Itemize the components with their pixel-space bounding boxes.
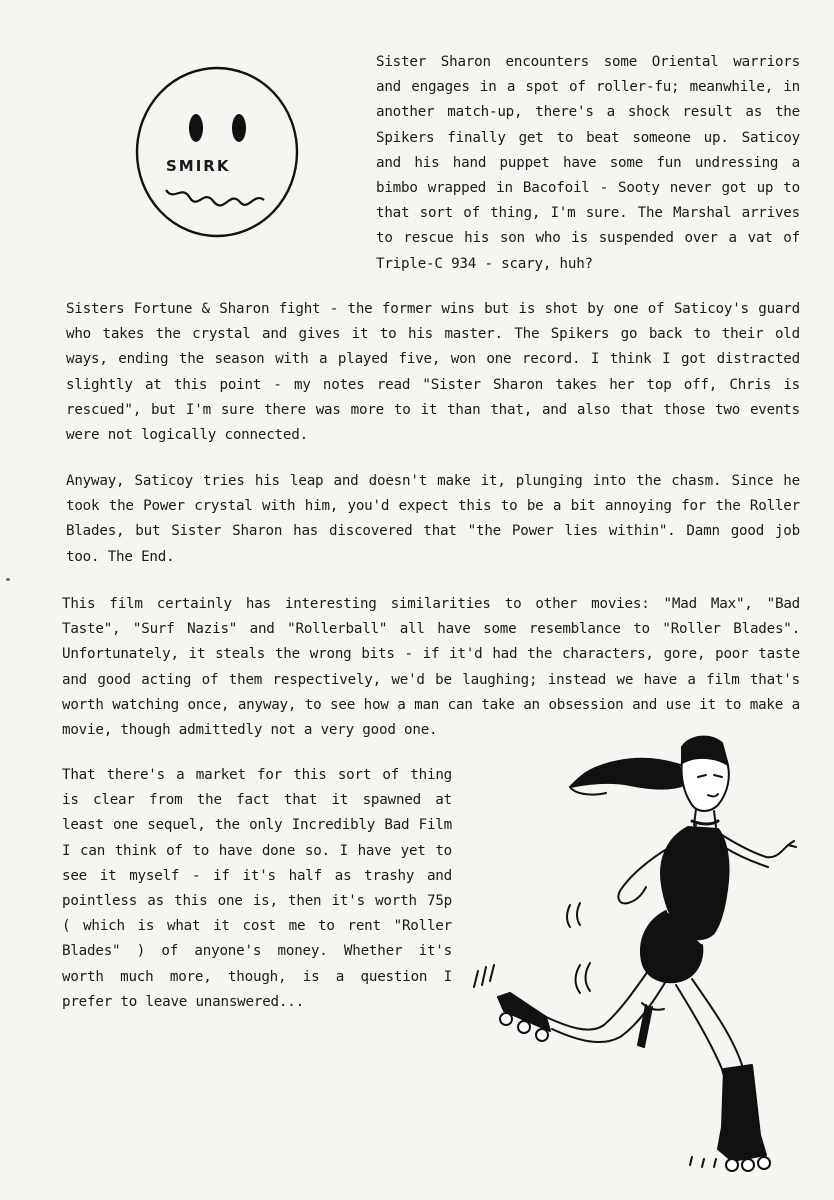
paragraph-2: Sisters Fortune & Sharon fight - the former wins but is shot by one of Saticoy's guard who takes the crystal and gives it to his master. The Spikers go back to their old ways, ending the season with a played five, won one record. I think I got distracted slightly at this point - my notes read "Sister Sharon takes her top off, Chris is rescued", but I'm sure there was more to it than that, and also that those two events were not logically connected. — [66, 301, 800, 444]
paragraph-3: Anyway, Saticoy tries his leap and doesn't make it, plunging into the chasm. Since he took the Power crystal with him, you'd expect this to be a bit annoying for the Roller Blades, but Sister Sharon has discovered that "the Power lies within". Damn good job too. The End. — [66, 473, 800, 565]
logo-label: SMIRK — [166, 157, 231, 175]
scan-speck — [6, 578, 10, 581]
paragraph-1: Sister Sharon encounters some Oriental warriors and engages in a spot of roller-fu; meanwhile, in another match-up, there's a shock result as the Spikers finally get to beat someone up. Saticoy and his hand puppet have some fun undressing a bimbo wrapped in Bacofoil - Sooty never got up to that sort of thing, I'm sure. The Marshal arrives to rescue his son who is suspended over a vat of Triple-C 934 - scary, huh? — [376, 54, 800, 272]
smirk-face-icon — [132, 62, 302, 238]
paragraph-5: That there's a market for this sort of thing is clear from the fact that it spawned at least one sequel, the only Incredibly Bad Film I can think of to have done so. I have yet to see it myself - if it's half as trashy and pointless as this one is, then it's worth 75p ( which is what it cost me to rent "Roller Blades" ) of anyone's money. Whether it's worth much more, though, is a question I prefer to leave unanswered... — [62, 767, 452, 1010]
paragraph-4: This film certainly has interesting similarities to other movies: "Mad Max", "Bad Taste", "Surf Nazis" and "Rollerball" all have some resemblance to "Roller Blades". Unfortunately, it steals the wrong bits - if it'd had the characters, gore, poor taste and good acting of them respectively, we'd be laughing; instead we have a film that's worth watching once, anyway, to see how a man can take an obsession and use it to make a movie, though admittedly not a very good one. — [62, 596, 800, 739]
roller-skater-illustration — [470, 735, 810, 1175]
